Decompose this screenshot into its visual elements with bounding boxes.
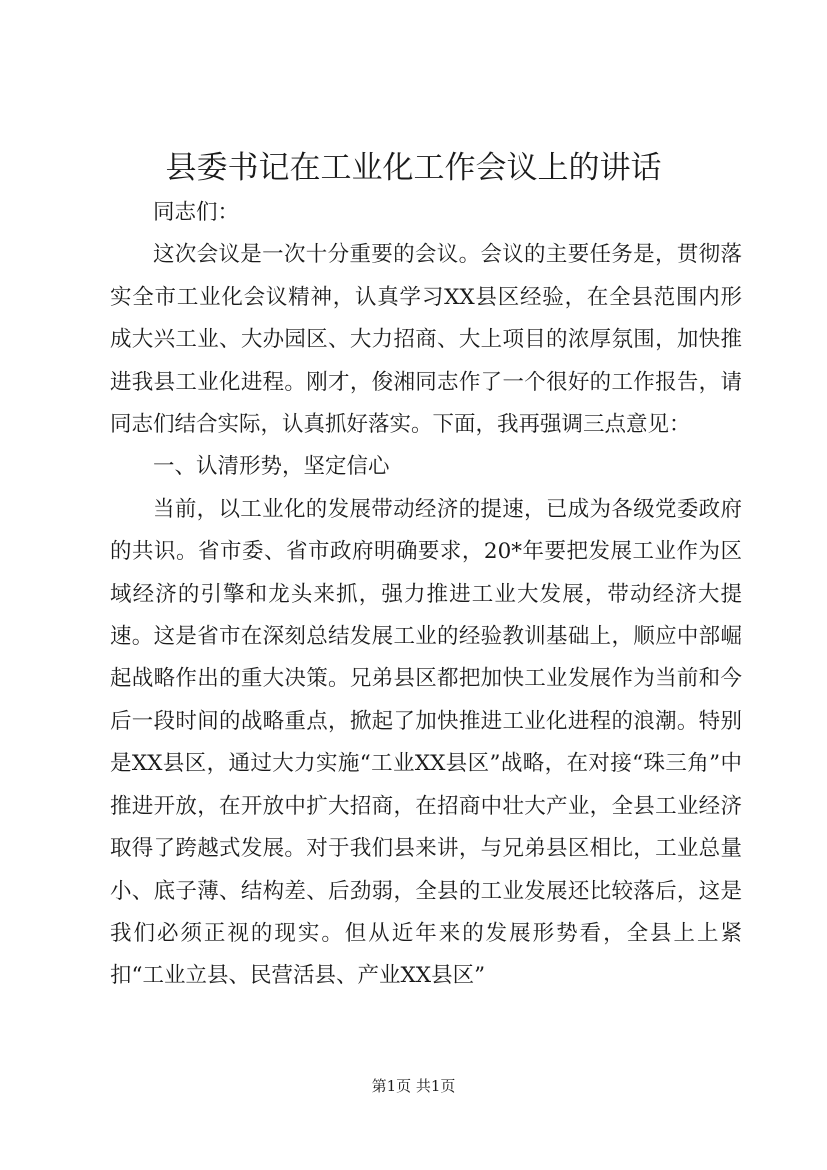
page-footer: 第1页 共1页	[371, 1077, 456, 1095]
document-body	[110, 192, 742, 998]
paragraph-intro: 这次会议是一次十分重要的会议。会议的主要任务是，贯彻落实全市工业化会议精神，认真学习XX县区经验，在全县范围内形成大兴工业、大办园区、大力招商、大上项目的浓厚氛围，加快推进我县工业化进程。刚才，俊湘同志作了一个很好的工作报告，请同志们结合实际，认真抓好落实。下面，我再强调三点意见：	[110, 242, 742, 438]
document-title: 县委书记在工业化工作会议上的讲话	[165, 150, 662, 186]
paragraph-situation: 当前，以工业化的发展带动经济的提速，已成为各级党委政府的共识。省市委、省市政府明确要求，20*年要把发展工业作为区域经济的引擎和龙头来抓，强力推进工业大发展，带动经济大提速。这是省市在深刻总结发展工业的经验教训基础上，顺应中部崛起战略作出的重大决策。兄弟县区都把加快工业发展作为当前和今后一段时间的战略重点，掀起了加快推进工业化进程的浪潮。特别是XX县区，通过大力实施“工业XX县区”战略，在对接“珠三角”中推进开放，在开放中扩大招商，在招商中壮大产业，全县工业经济取得了跨越式发展。对于我们县来讲，与兄弟县区相比，工业总量小、底子薄、结构差、后劲弱，全县的工业发展还比较落后，这是我们必须正视的现实。但从近年来的发展形势看，全县上上紧扣“工业立县、民营活县、产业XX县区”	[110, 496, 742, 989]
section-heading: 一、认清形势，坚定信心	[153, 454, 390, 480]
greeting: 同志们：	[153, 200, 240, 225]
